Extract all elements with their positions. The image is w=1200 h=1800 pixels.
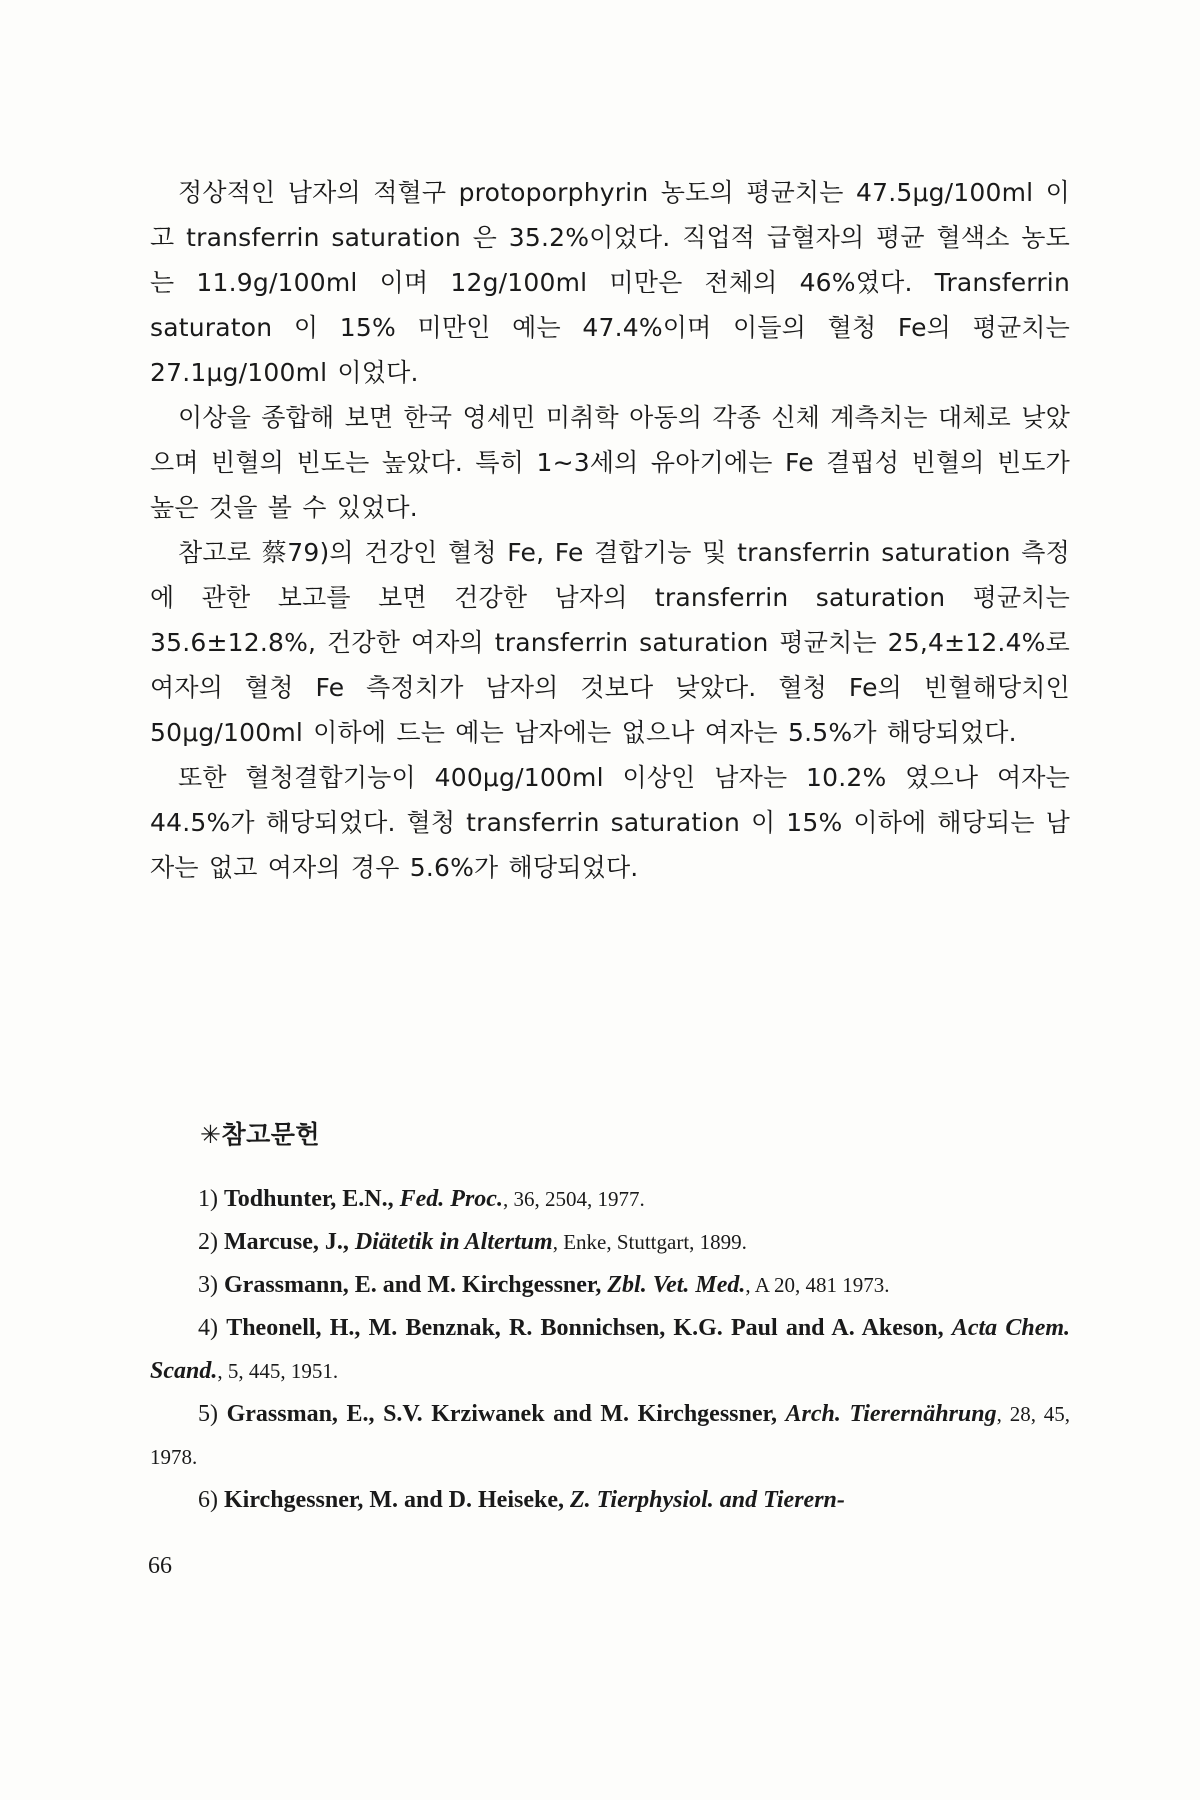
- paragraph-4: 또한 혈청결합기능이 400μg/100ml 이상인 남자는 10.2% 였으나 여자는 44.5%가 해당되었다. 혈청 transferrin saturation 이 15% 이하에 해당되는 남자는 없고 여자의 경우 5.6%가 해당되었다.: [150, 763, 1070, 882]
- reference-number: 3): [198, 1272, 218, 1298]
- reference-source: Arch. Tierernährung: [785, 1401, 997, 1427]
- reference-source: Fed. Proc.: [399, 1186, 503, 1212]
- reference-item: [150, 1221, 1070, 1264]
- reference-item: [150, 1178, 1070, 1221]
- paragraph-3: 참고로 蔡79)의 건강인 혈청 Fe, Fe 결합기능 및 transferrin saturation 측정에 관한 보고를 보면 건강한 남자의 transferrin saturation 평균치는 35.6±12.8%, 건강한 여자의 transferrin saturation 평균치는 25,4±12.4%로 여자의 혈청 Fe 측정치가 남자의 것보다 낮았다. 혈청 Fe의 빈혈해당치인 50μg/100ml 이하에 드는 예는 남자에는 없으나 여자는 5.5%가 해당되었다.: [150, 538, 1070, 747]
- reference-detail: , Enke, Stuttgart, 1899.: [552, 1230, 747, 1254]
- reference-authors: Marcuse, J.,: [224, 1229, 349, 1255]
- reference-authors: Theonell, H., M. Benznak, R. Bonnichsen, K.G. Paul and A. Akeson,: [226, 1315, 944, 1341]
- reference-item: [150, 1479, 1070, 1522]
- reference-number: 5): [198, 1401, 218, 1427]
- reference-item: [150, 1393, 1070, 1479]
- reference-detail: , A 20, 481 1973.: [745, 1273, 890, 1297]
- reference-item: [150, 1307, 1070, 1393]
- page-number: 66: [148, 1553, 172, 1579]
- reference-source: Zbl. Vet. Med.: [607, 1272, 746, 1298]
- reference-item: [150, 1264, 1070, 1307]
- references-list: [150, 1178, 1070, 1522]
- reference-detail: , 36, 2504, 1977.: [502, 1187, 645, 1211]
- reference-number: 2): [198, 1229, 218, 1255]
- reference-detail: , 5, 445, 1951.: [217, 1359, 339, 1383]
- reference-source: Z. Tierphysiol. and Tierern-: [570, 1487, 845, 1513]
- reference-authors: Kirchgessner, M. and D. Heiseke,: [224, 1487, 564, 1513]
- reference-authors: Grassmann, E. and M. Kirchgessner,: [224, 1272, 602, 1298]
- reference-source: Acta Chem. Scand.: [150, 1315, 1071, 1384]
- paragraph-2: 이상을 종합해 보면 한국 영세민 미취학 아동의 각종 신체 계측치는 대체로 낮았으며 빈혈의 빈도는 높았다. 특히 1∼3세의 유아기에는 Fe 결핍성 빈혈의 빈도가 높은 것을 볼 수 있었다.: [150, 403, 1070, 522]
- reference-number: 1): [198, 1186, 218, 1212]
- reference-authors: Todhunter, E.N.,: [224, 1186, 394, 1212]
- references-heading: ✳참고문헌: [200, 1120, 321, 1149]
- reference-number: 6): [198, 1487, 218, 1513]
- reference-source: Diätetik in Altertum: [354, 1229, 553, 1255]
- body-text-block: [150, 170, 1070, 890]
- reference-detail: , 28, 45, 1978.: [150, 1402, 1071, 1469]
- reference-number: 4): [198, 1315, 218, 1341]
- reference-authors: Grassman, E., S.V. Krziwanek and M. Kirchgessner,: [226, 1401, 777, 1427]
- paragraph-1: 정상적인 남자의 적혈구 protoporphyrin 농도의 평균치는 47.5μg/100ml 이고 transferrin saturation 은 35.2%이었다. 직업적 급혈자의 평균 혈색소 농도는 11.9g/100ml 이며 12g/100ml 미만은 전체의 46%였다. Transferrin saturaton 이 15% 미만인 예는 47.4%이며 이들의 혈청 Fe의 평균치는 27.1μg/100ml 이었다.: [150, 178, 1070, 387]
